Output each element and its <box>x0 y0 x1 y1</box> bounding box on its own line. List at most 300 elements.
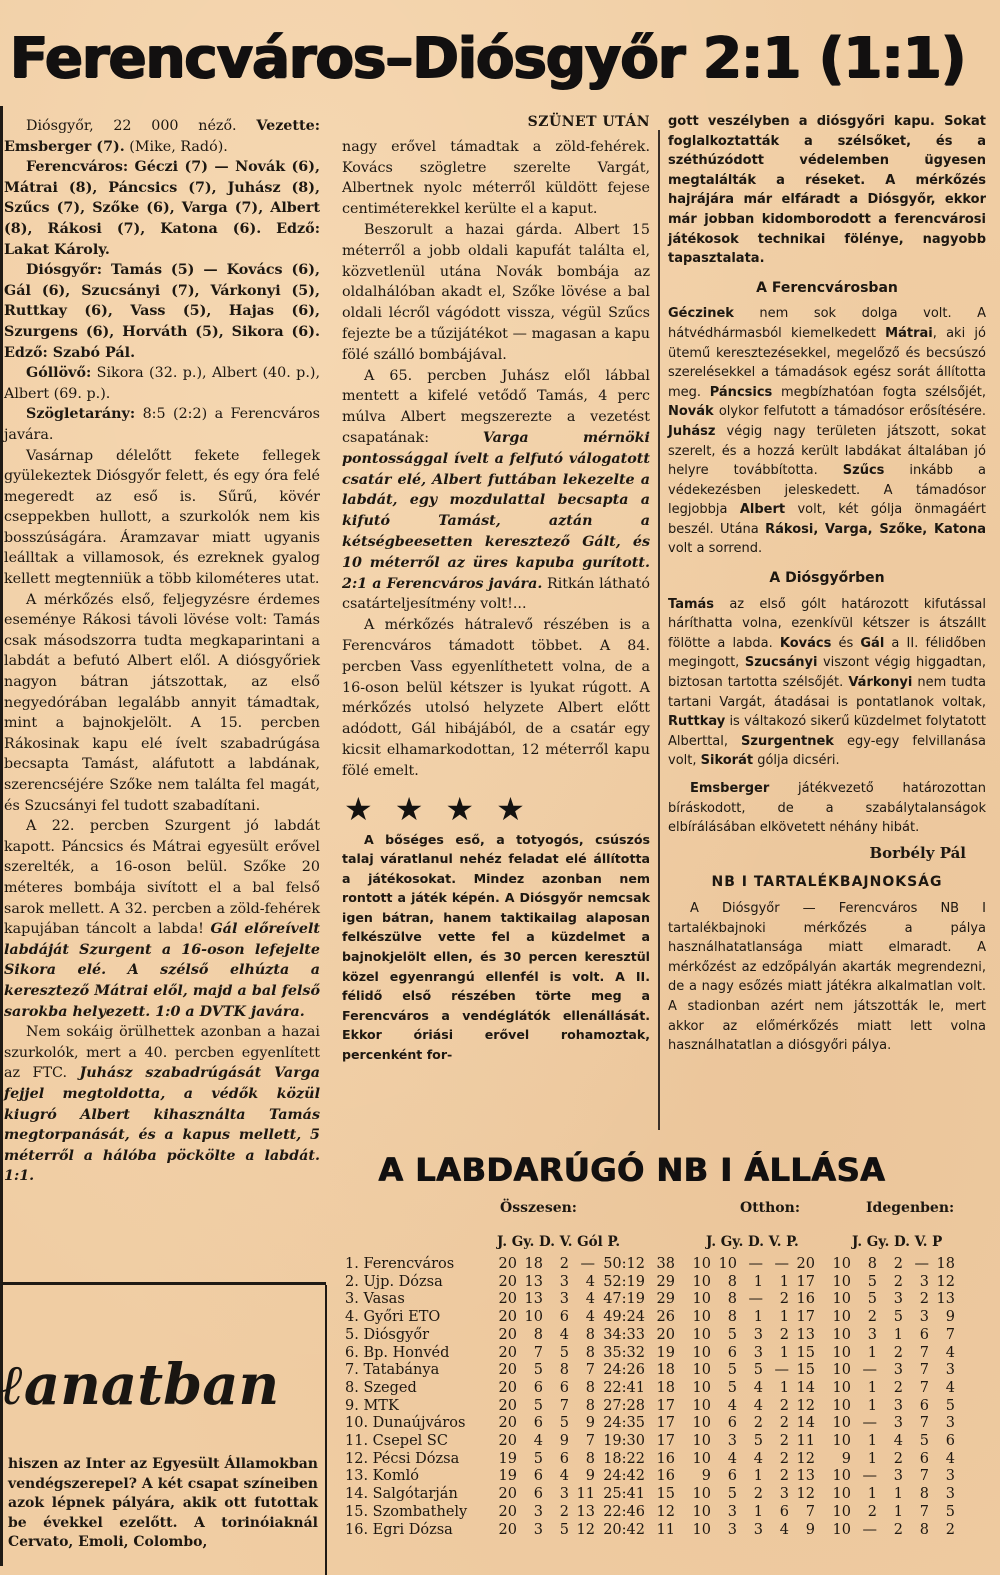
home-stat-cell: 10 <box>692 1256 711 1272</box>
away-stat-cell: 7 <box>945 1326 955 1343</box>
home-stat-cell: 4 <box>727 1450 737 1467</box>
other-article-paragraph: hiszen az Inter az Egyesült Államokban vendégszerepel? A két csapat színeiben azok lépnek pályára, akik ott futottak be évekkel ezelőtt. A torinóiaknál Cervato, Emoli, Colombo, <box>8 1456 318 1551</box>
team-name: 2. Ujp. Dózsa <box>345 1273 443 1290</box>
total-stat-cell: 22:41 <box>603 1379 645 1396</box>
standings-row <box>345 1380 955 1398</box>
rating-text: végig nagy területen játszott, sokat szerelt, és a hozzá került labdákat általában jó helyre továbbította. <box>668 423 986 479</box>
total-stat-cell: 6 <box>559 1379 569 1396</box>
spacer <box>675 1327 685 1345</box>
match-info <box>4 116 320 157</box>
home-stat-cell: 11 <box>796 1433 815 1450</box>
ferencvaros-ratings <box>668 304 986 559</box>
away-stat-cell: 7 <box>919 1379 929 1396</box>
player-name: Sikorát <box>700 753 754 769</box>
home-stat-cell: 1 <box>753 1309 763 1326</box>
spacer <box>815 1345 825 1363</box>
away-stat-cell: 10 <box>832 1362 851 1379</box>
rating-text: inkább a védekezésben jeleskedett. A támadósor legjobbja <box>668 463 986 518</box>
subhead-after-break: SZÜNET UTÁN <box>527 114 650 130</box>
standings-row <box>345 1291 955 1309</box>
total-stat-cell: 49:24 <box>603 1309 645 1326</box>
diosgyor-ratings <box>668 595 986 771</box>
total-stat-cell: 7 <box>559 1397 569 1414</box>
total-stat-cell: 7 <box>585 1362 595 1379</box>
other-article-text <box>8 1455 318 1553</box>
home-stat-cell: 10 <box>692 1379 711 1396</box>
spacer <box>675 1256 685 1274</box>
total-stat-cell: 24:42 <box>603 1468 645 1485</box>
home-stat-cell: 5 <box>727 1326 737 1343</box>
home-stat-cell: 10 <box>692 1326 711 1343</box>
total-stat-cell: 29 <box>656 1291 675 1308</box>
group-header-away: Idegenben: <box>866 1200 955 1216</box>
article-paragraph: A mérkőzés első, feljegyzésre érdemes eseménye Rákosi távoli lövése volt: Tamás csak másodszorra tudta megkaparintani a labdát a befutó Albert elől. A diósgyőriek nagyon bátran játszottak, az első negyedórában legalább annyit támadtak, mint a bajnokjelölt. A 15. percben Rákosinak kapu elé ívelt szabadrúgása becsapta Tamást, aláfutott a labdának, szerencséjére Szőke nem találta fel magát, és Szucsányi fel tudott szabadítani. <box>4 591 320 814</box>
total-stat-cell: 20 <box>498 1433 517 1450</box>
rating-text: olykor felfutott a támadósor erősítésére. <box>713 404 986 420</box>
home-stat-cell: 1 <box>753 1468 763 1485</box>
referee-name: Emsberger <box>690 781 770 796</box>
player-name: Novák <box>668 404 714 420</box>
standings-table <box>345 1256 955 1539</box>
section-heading-diosgyor: A Diósgyőrben <box>769 570 885 587</box>
total-stat-cell: 13 <box>524 1273 543 1290</box>
total-stat-cell: 9 <box>585 1468 595 1485</box>
away-stat-cell: 2 <box>893 1273 903 1290</box>
total-stat-cell: 18 <box>656 1362 675 1379</box>
home-stat-cell: 12 <box>796 1486 815 1503</box>
total-stat-cell: 20 <box>656 1326 675 1343</box>
total-stat-cell: 20 <box>498 1362 517 1379</box>
player-name: Géczinek <box>668 306 734 322</box>
away-stat-cell: 2 <box>945 1521 955 1538</box>
away-stat-cell: 9 <box>841 1450 851 1467</box>
home-stat-cell: 7 <box>805 1503 815 1520</box>
total-stat-cell: 4 <box>533 1433 543 1450</box>
rating-text: megbízhatóan fogta szélsőjét, <box>772 384 987 400</box>
home-stat-cell: 6 <box>727 1344 737 1361</box>
home-stat-cell: 3 <box>727 1503 737 1520</box>
home-stat-cell: 5 <box>753 1433 763 1450</box>
away-stat-cell: 5 <box>919 1433 929 1450</box>
total-stat-cell: 20 <box>498 1486 517 1503</box>
rating-text: viszont végig higgadtan, biztosan tartotta szélsőjét. <box>668 655 986 691</box>
home-stat-cell: 4 <box>753 1450 763 1467</box>
away-stat-cell: 9 <box>945 1309 955 1326</box>
total-stat-cell: 6 <box>559 1450 569 1467</box>
page-headline: Ferencváros–Diósgyőr 2:1 (1:1) <box>10 26 966 91</box>
total-stat-cell: 20 <box>498 1379 517 1396</box>
total-stat-cell: 6 <box>559 1309 569 1326</box>
away-stat-cell: 3 <box>945 1468 955 1485</box>
home-stat-cell: 4 <box>753 1379 763 1396</box>
away-stat-cell: 2 <box>893 1344 903 1361</box>
match-summary: A bőséges eső, a totyogós, csúszós talaj váratlanul nehéz feladat elé állította a játékosokat. Mindez azonban nem rontott a játék képén. A Diósgyőr nemcsak igen bátran, hanem taktikailag alaposan felkészülve vette fel a küzdelmet a bajnokjelölt ellen, és 30 percen keresztül közel egyenrangú ellenfél is volt. A II. félidő első részében törte meg a Ferencváros a vendéglátók ellenállását. Ekkor óriási erővel rohamoztak, percenként for- <box>342 831 650 1063</box>
article-paragraph <box>342 366 650 616</box>
total-stat-cell: 7 <box>533 1344 543 1361</box>
player-name: Kovács <box>779 635 832 651</box>
home-stat-cell: 3 <box>753 1344 763 1361</box>
total-stat-cell: 35:32 <box>603 1344 645 1361</box>
section-heading-reserve-league: NB I TARTALÉKBAJNOKSÁG <box>711 874 943 891</box>
rating-text: az első gólt határozott kifutással háríthatta volna, ezenkívül kétszer is átszállt fölötte a labda. <box>668 596 986 651</box>
away-stat-cell: 3 <box>945 1486 955 1503</box>
spacer <box>675 1451 685 1469</box>
home-stat-cell: 10 <box>718 1256 737 1272</box>
article-paragraph <box>4 1022 320 1187</box>
team-name: 3. Vasas <box>345 1291 405 1308</box>
player-name: Albert <box>739 502 786 518</box>
team-name: 7. Tatabánya <box>345 1362 440 1379</box>
home-stat-cell: — <box>774 1256 789 1272</box>
home-stat-cell: 10 <box>692 1433 711 1450</box>
away-stat-cell: 10 <box>832 1397 851 1414</box>
team-name: 6. Bp. Honvéd <box>345 1344 450 1361</box>
home-stat-cell: 1 <box>753 1273 763 1290</box>
home-stat-cell: 10 <box>692 1273 711 1290</box>
home-stat-cell: 17 <box>796 1309 815 1326</box>
rating-stars <box>344 789 650 828</box>
total-stat-cell: 20 <box>498 1326 517 1343</box>
home-stat-cell: 8 <box>727 1309 737 1326</box>
away-stat-cell: 3 <box>893 1397 903 1414</box>
total-stat-cell: 20 <box>498 1415 517 1432</box>
spacer <box>815 1327 825 1345</box>
rating-text: is váltakozó sikerű küzdelmet folytatott Alberttal, <box>668 714 986 749</box>
total-stat-cell: 17 <box>656 1397 675 1414</box>
home-stat-cell: 3 <box>727 1521 737 1538</box>
total-stat-cell: 13 <box>576 1503 595 1520</box>
away-stat-cell: 10 <box>832 1326 851 1343</box>
total-stat-cell: 29 <box>656 1273 675 1290</box>
player-name: Szurgentnek <box>741 733 834 749</box>
total-stat-cell: 19 <box>656 1344 675 1361</box>
home-stat-cell: 14 <box>796 1379 815 1396</box>
home-stat-cell: 10 <box>692 1415 711 1432</box>
rating-text: nem tudta tartani Vargát, átadásai is pontatlanok voltak, <box>668 675 986 710</box>
home-stat-cell: 15 <box>796 1362 815 1379</box>
paragraph-text: Nem sokáig örülhettek azonban a hazai szurkolók, mert a 40. percben egyenlített az FTC. <box>4 1024 320 1082</box>
rating-text: nem sok dolga volt. A hátvédhármasból kiemelkedett <box>668 306 986 341</box>
team-name: 8. Szeged <box>345 1379 417 1396</box>
total-stat-cell: 2 <box>559 1503 569 1520</box>
home-stat-cell: 5 <box>727 1486 737 1503</box>
rating-text: volt a sorrend. <box>668 541 763 557</box>
total-stat-cell: 22:46 <box>603 1503 645 1520</box>
column-rule <box>325 1285 327 1575</box>
total-stat-cell: 4 <box>559 1468 569 1485</box>
total-stat-cell: 20 <box>498 1291 517 1308</box>
spacer <box>675 1522 685 1540</box>
away-stat-cell: 4 <box>893 1433 903 1450</box>
standings-row <box>345 1274 955 1292</box>
star-icon: ★ <box>344 789 373 828</box>
player-name: Gál <box>860 635 885 651</box>
home-stat-cell: 5 <box>727 1362 737 1379</box>
total-stat-cell: 20 <box>498 1273 517 1290</box>
spacer <box>675 1380 685 1398</box>
away-stat-cell: 10 <box>832 1291 851 1308</box>
spacer <box>815 1451 825 1469</box>
team-name: 9. MTK <box>345 1397 399 1414</box>
total-stat-cell: 3 <box>559 1291 569 1308</box>
paragraph-text: A 65. percben Juhász elől lábbal mentett a kifelé vetődő Tamás, 4 perc múlva Albert megszerezte a vezetést csapatának: <box>342 367 650 446</box>
away-stat-cell: 1 <box>867 1344 877 1361</box>
lineup-ferencvaros: Ferencváros: Géczi (7) — Novák (6), Mátrai (8), Páncsics (7), Juhász (8), Szűcs (7), Szőke (6), Varga (7), Albert (8), Rákosi (7), Katona (6). Edző: Lakat Károly. <box>4 159 320 258</box>
away-stat-cell: 5 <box>945 1503 955 1520</box>
group-header-home: Otthon: <box>740 1200 800 1216</box>
away-stat-cell: 7 <box>919 1344 929 1361</box>
away-stat-cell: 10 <box>832 1503 851 1520</box>
article-column-2 <box>342 112 650 1065</box>
spacer <box>675 1504 685 1522</box>
total-stat-cell: 24:35 <box>603 1415 645 1432</box>
total-stat-cell: 11 <box>656 1521 675 1538</box>
paragraph-emphasis: Varga mérnöki pontossággal ívelt a felfutó válogatott csatár elé, Albert futtában lekezelte a labdát, egy mozdulattal becsapta a kifutó Tamást, aztán a kétségbeesetten keresztező Gált, és 10 méterről az üres kapuba gurított. 2:1 a Ferencváros javára. <box>342 429 650 592</box>
away-stat-cell: 7 <box>919 1362 929 1379</box>
spacer <box>815 1274 825 1292</box>
spacer <box>815 1522 825 1540</box>
away-stat-cell: — <box>914 1256 929 1272</box>
team-name: 13. Komló <box>345 1468 419 1485</box>
total-stat-cell: 7 <box>585 1433 595 1450</box>
home-stat-cell: 16 <box>796 1291 815 1308</box>
away-stat-cell: 18 <box>936 1256 955 1272</box>
away-stat-cell: 3 <box>919 1273 929 1290</box>
total-stat-cell: 19 <box>498 1468 517 1485</box>
away-stat-cell: 4 <box>945 1450 955 1467</box>
away-stat-cell: 3 <box>945 1415 955 1432</box>
home-stat-cell: 3 <box>727 1433 737 1450</box>
total-stat-cell: 17 <box>656 1415 675 1432</box>
away-stat-cell: — <box>862 1415 877 1432</box>
standings-title: A LABDARÚGÓ NB I ÁLLÁSA <box>378 1151 885 1189</box>
standings-row <box>345 1433 955 1451</box>
away-stat-cell: 1 <box>893 1326 903 1343</box>
home-stat-cell: 4 <box>753 1397 763 1414</box>
away-stat-cell: 10 <box>832 1273 851 1290</box>
star-icon: ★ <box>394 789 424 828</box>
total-stat-cell: 5 <box>559 1415 569 1432</box>
home-stat-cell: 6 <box>779 1503 789 1520</box>
total-stat-cell: 18 <box>524 1256 543 1272</box>
total-stat-cell: 3 <box>533 1503 543 1520</box>
home-stat-cell: 10 <box>692 1486 711 1503</box>
home-stat-cell: 10 <box>692 1291 711 1308</box>
total-stat-cell: 13 <box>524 1291 543 1308</box>
total-stat-cell: 26 <box>656 1309 675 1326</box>
star-icon: ★ <box>445 789 475 828</box>
away-stat-cell: — <box>862 1521 877 1538</box>
away-stat-cell: 3 <box>867 1326 877 1343</box>
author-byline: Borbély Pál <box>869 843 966 862</box>
home-stat-cell: 2 <box>779 1291 789 1308</box>
away-stat-cell: 1 <box>867 1486 877 1503</box>
total-stat-cell: 15 <box>656 1486 675 1503</box>
away-stat-cell: 5 <box>867 1273 877 1290</box>
total-stat-cell: 19:30 <box>603 1433 645 1450</box>
article-paragraph <box>4 816 320 1022</box>
home-stat-cell: 5 <box>727 1379 737 1396</box>
article-paragraph: nagy erővel támadtak a zöld-fehérek. Kovács szögletre szerelte Vargát, Albertnek nyolc méterről küldött fejese centiméterekkel kerülte el a kaput. <box>342 138 650 218</box>
away-stat-cell: 2 <box>919 1291 929 1308</box>
total-stat-cell: 20 <box>498 1256 517 1272</box>
goalscorers-label: Góllövő: <box>26 365 92 382</box>
total-stat-cell: 8 <box>585 1379 595 1396</box>
home-stat-cell: 12 <box>796 1450 815 1467</box>
total-stat-cell: 18 <box>656 1379 675 1396</box>
spacer <box>675 1415 685 1433</box>
away-stat-cell: 2 <box>893 1256 903 1272</box>
total-stat-cell: 8 <box>585 1326 595 1343</box>
away-stat-cell: 3 <box>893 1362 903 1379</box>
home-stat-cell: 2 <box>779 1415 789 1432</box>
away-stat-cell: 10 <box>832 1433 851 1450</box>
home-stat-cell: 2 <box>779 1433 789 1450</box>
total-stat-cell: — <box>580 1256 595 1272</box>
spacer <box>675 1274 685 1292</box>
home-stat-cell: 4 <box>727 1397 737 1414</box>
spacer <box>675 1309 685 1327</box>
home-stat-cell: 8 <box>727 1291 737 1308</box>
article-column-3 <box>668 112 986 1056</box>
away-stat-cell: 7 <box>919 1503 929 1520</box>
spacer <box>815 1486 825 1504</box>
spacer <box>675 1486 685 1504</box>
total-stat-cell: 27:28 <box>603 1397 645 1414</box>
total-stat-cell: 11 <box>576 1486 595 1503</box>
total-stat-cell: 3 <box>559 1486 569 1503</box>
away-stat-cell: 10 <box>832 1256 851 1272</box>
player-name: Rákosi, Varga, Szőke, Katona <box>765 521 987 537</box>
home-stat-cell: 10 <box>692 1450 711 1467</box>
away-stat-cell: 10 <box>832 1521 851 1538</box>
team-name: 11. Csepel SC <box>345 1433 448 1450</box>
home-stat-cell: 2 <box>753 1415 763 1432</box>
away-stat-cell: 10 <box>832 1379 851 1396</box>
group-header-total: Összesen: <box>500 1200 577 1216</box>
home-stat-cell: 10 <box>692 1362 711 1379</box>
home-stat-cell: 2 <box>779 1468 789 1485</box>
goalscorers <box>4 363 320 404</box>
away-stat-cell: 6 <box>919 1326 929 1343</box>
match-linesmen: (Mike, Radó). <box>124 138 228 155</box>
article-paragraph: Beszorult a hazai gárda. Albert 15 méterről a jobb oldali kapufát találta el, közvetlenül utána Novák bombája az oldalhálóban akadt el, Szőke lövése a bal oldali lécről vágódott vissza, végül Szűcs fejezte be a tűzijátékot — magasan a kapu fölé szálló bombájával. <box>342 221 650 363</box>
spacer <box>815 1362 825 1380</box>
column-rule-right <box>658 130 660 1130</box>
away-stat-cell: 7 <box>919 1468 929 1485</box>
total-stat-cell: 5 <box>559 1344 569 1361</box>
rating-text: és <box>831 635 861 651</box>
home-stat-cell: 4 <box>779 1521 789 1538</box>
player-name: Szucsányi <box>744 655 818 671</box>
total-stat-cell: 12 <box>656 1503 675 1520</box>
standings-row <box>345 1504 955 1522</box>
total-stat-cell: 5 <box>533 1450 543 1467</box>
home-stat-cell: — <box>748 1291 763 1308</box>
goalscorers-text: Sikora (32. p.), Albert (40. p.), Albert (69. p.). <box>4 365 320 402</box>
home-stat-cell: 6 <box>727 1415 737 1432</box>
home-stat-cell: 10 <box>692 1309 711 1326</box>
total-stat-cell: 6 <box>533 1486 543 1503</box>
player-name: Szűcs <box>842 463 885 479</box>
away-stat-cell: 1 <box>867 1450 877 1467</box>
home-stat-cell: 1 <box>753 1503 763 1520</box>
home-stat-cell: 2 <box>779 1326 789 1343</box>
total-stat-cell: 20 <box>498 1397 517 1414</box>
home-stat-cell: 15 <box>796 1344 815 1361</box>
total-stat-cell: 8 <box>585 1397 595 1414</box>
away-stat-cell: 6 <box>919 1450 929 1467</box>
standings-row <box>345 1486 955 1504</box>
rating-text: a II. félidőben megingott, <box>668 635 986 671</box>
total-stat-cell: 17 <box>656 1433 675 1450</box>
column-headers-away: J. Gy. D. V. P <box>852 1234 943 1250</box>
match-referee: Vezette: Emsberger (7). <box>4 118 320 155</box>
home-stat-cell: 10 <box>692 1344 711 1361</box>
away-stat-cell: 7 <box>919 1415 929 1432</box>
rating-text: , aki jó ütemű keresztezésekkel, megelőző és becsúszó szerelésekkel a támadások egész sorát állította meg. <box>668 325 986 400</box>
player-name: Várkonyi <box>848 675 913 691</box>
home-stat-cell: 10 <box>692 1503 711 1520</box>
total-stat-cell: 5 <box>533 1362 543 1379</box>
total-stat-cell: 12 <box>576 1521 595 1538</box>
away-stat-cell: 13 <box>936 1291 955 1308</box>
home-stat-cell: 2 <box>779 1450 789 1467</box>
total-stat-cell: 4 <box>585 1291 595 1308</box>
paragraph-emphasis: Gál előreívelt labdáját Szurgent a 16-oson lefejelte Sikora elé. A szélső elhúzta a keresztező Mátrai elől, majd a bal felső sarokba helyezett. 1:0 a DVTK javára. <box>4 921 320 1020</box>
total-stat-cell: 16 <box>656 1468 675 1485</box>
away-stat-cell: 5 <box>945 1397 955 1414</box>
away-stat-cell: 3 <box>919 1309 929 1326</box>
away-stat-cell: 3 <box>893 1415 903 1432</box>
home-stat-cell: 9 <box>805 1521 815 1538</box>
standings-row <box>345 1451 955 1469</box>
spacer <box>815 1468 825 1486</box>
paragraph-text: Ritkán látható csatárteljesítmény volt!... <box>342 575 650 613</box>
standings-row <box>345 1309 955 1327</box>
section-divider <box>0 1282 326 1285</box>
team-name: 12. Pécsi Dózsa <box>345 1450 460 1467</box>
spacer <box>815 1433 825 1451</box>
spacer <box>815 1504 825 1522</box>
total-stat-cell: 50:12 <box>603 1256 645 1272</box>
away-stat-cell: 10 <box>832 1309 851 1326</box>
rating-text: volt, két gólja önmagáért beszél. Utána <box>668 502 986 537</box>
total-stat-cell: 52:19 <box>603 1273 645 1290</box>
spacer <box>675 1362 685 1380</box>
team-name: 1. Ferencváros <box>345 1256 455 1272</box>
corners-text: 8:5 (2:2) a Ferencváros javára. <box>4 406 320 443</box>
total-stat-cell: 2 <box>559 1256 569 1272</box>
home-stat-cell: — <box>748 1256 763 1272</box>
away-stat-cell: 10 <box>832 1415 851 1432</box>
home-stat-cell: 10 <box>692 1521 711 1538</box>
away-stat-cell: 1 <box>867 1397 877 1414</box>
total-stat-cell: 8 <box>585 1450 595 1467</box>
total-stat-cell: 5 <box>559 1521 569 1538</box>
standings-row <box>345 1415 955 1433</box>
spacer <box>815 1309 825 1327</box>
spacer <box>815 1398 825 1416</box>
corners-label: Szögletarány: <box>26 406 136 423</box>
away-stat-cell: 3 <box>893 1291 903 1308</box>
home-stat-cell: 1 <box>779 1344 789 1361</box>
away-stat-cell: 10 <box>832 1486 851 1503</box>
team-name: 15. Szombathely <box>345 1503 468 1520</box>
team-name: 10. Dunaújváros <box>345 1415 466 1432</box>
total-stat-cell: 18:22 <box>603 1450 645 1467</box>
home-stat-cell: 3 <box>753 1326 763 1343</box>
